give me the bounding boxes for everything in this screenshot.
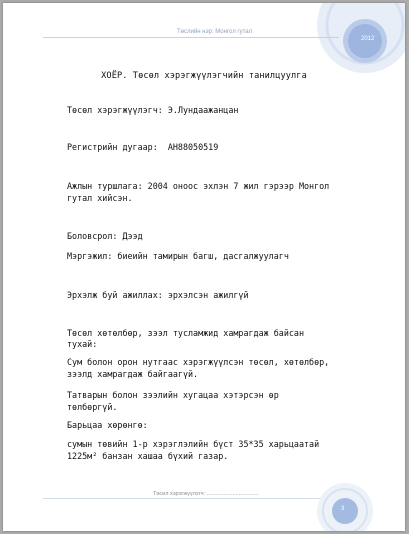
implementer-line: Төсөл хэрэгжүүлэгч: Э.Лундаажанцан (67, 105, 239, 115)
header-circle-decoration (303, 3, 405, 73)
header-project-name: Төслийн нэр: Монгол гутал (177, 29, 253, 35)
profession-line: Мэргэжил: биеийн тамирын багш, дасгалжуулагч (67, 251, 289, 261)
header-year: 2012 (361, 36, 375, 42)
collateral-line-1: сумын төвийн 1-р хэрэглэлийн бүст 35*35 харьцаатай (67, 439, 320, 449)
program-answer-line-2: зээлд хамрагдаж байгаагүй. (67, 369, 199, 379)
section-title: ХОЁР. Төсөл хэрэгжүүлэгчийн танилцуулга (101, 71, 307, 81)
program-question-line-2: тухай: (67, 339, 98, 349)
footer-signature-line: Төсөл хэрэгжүүлэгч: .................................. (153, 491, 259, 497)
work-history-line-2: гутал хийсэн. (67, 193, 133, 203)
footer-rule (43, 498, 323, 499)
tax-debt-line-1: Татварын болон зээлийн хугацаа хэтэрсэн өр (67, 390, 279, 400)
current-job-line: Эрхэлж буй ажиллах: эрхэлсэн ажилгүй (67, 290, 249, 300)
work-history-line-1: Ажлын туршлага: 2004 оноос эхлэн 7 жил гэрээр Монгол (67, 181, 330, 191)
page-number: 3 (341, 506, 345, 512)
header-rule (43, 37, 339, 38)
education-line: Боловсрол: Дээд (67, 231, 143, 241)
registration-line: Регистрийн дугаар: АН88050519 (67, 142, 219, 152)
program-question-line-1: Төсөл хөтөлбөр, зээл тусламжид хамрагдаж байсан (67, 328, 304, 338)
program-answer-line-1: Сум болон орон нутгаас хэрэгжүүлсэн төсөл, хөтөлбөр, (67, 357, 330, 367)
tax-debt-line-2: төлбөргүй. (67, 402, 118, 412)
footer-circle-decoration (315, 481, 375, 531)
document-page (3, 3, 405, 531)
collateral-line-2: 1225м² банзан хашаа бүхий газар. (67, 451, 229, 461)
collateral-label: Барьцаа хөрөнгө: (67, 420, 148, 430)
